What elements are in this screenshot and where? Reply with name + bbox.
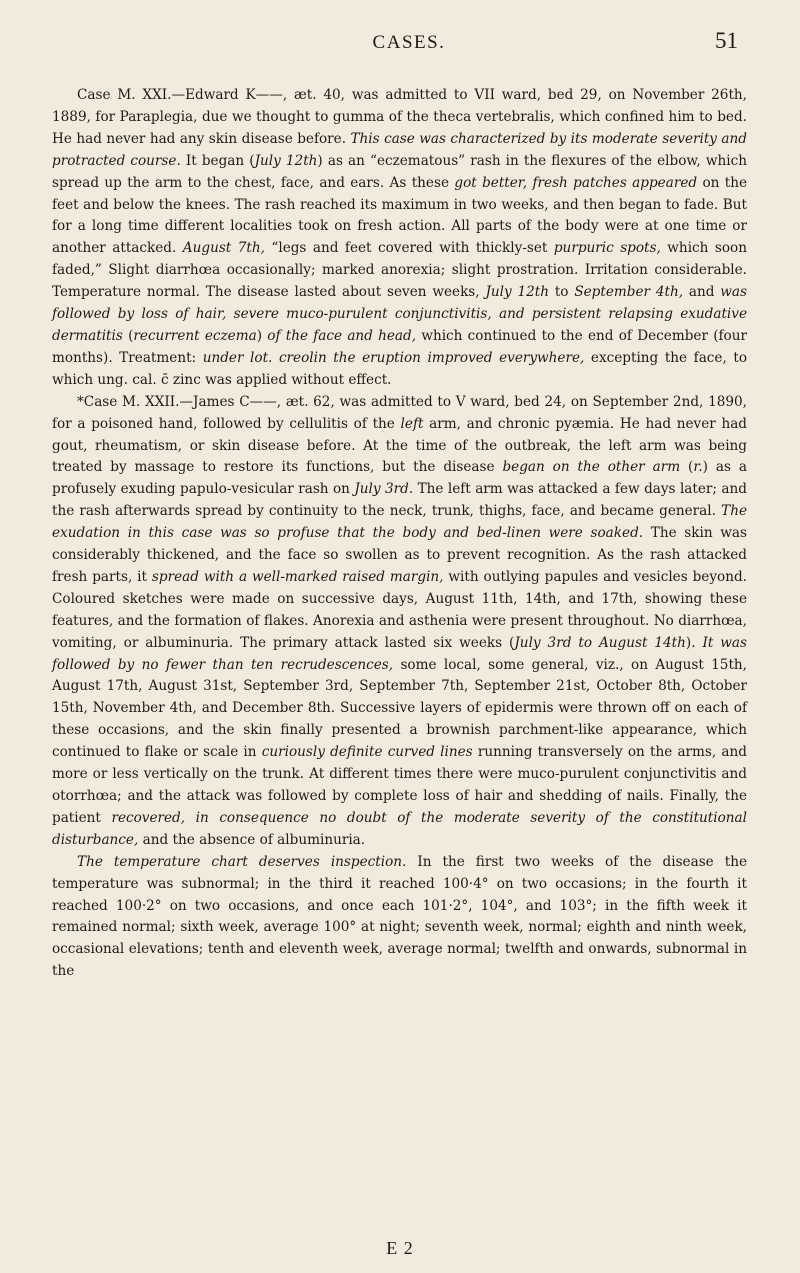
italic-text: left <box>400 415 424 432</box>
page-header <box>80 22 738 62</box>
text-run: *Case M. XXII.—James C——, æt. 62, was admitted to V ward, bed 24, on September 2nd, 1890, for a poisoned hand, followed by cellulitis of the <box>52 393 747 432</box>
italic-text: This case was characterized by its moderate severity and protracted course. <box>52 130 747 169</box>
text-run: to <box>549 284 575 301</box>
text-run: Case M. XXI.—Edward K——, æt. 40, was admitted to VII ward, bed 29, on November 26th, 1889, for Paraplegia, due we thought to gumma of the theca vertebralis, which confined him to bed. He had never had any skin disease before. <box>52 87 747 147</box>
text-run: The skin was considerably thickened, and the face so swollen as to prevent recognition. As the rash attacked fresh parts, it <box>52 525 747 585</box>
italic-text: July 12th <box>254 152 318 169</box>
italic-text: recurrent eczema <box>133 327 257 344</box>
italic-text: began on the other arm <box>502 459 681 476</box>
text-run: excepting the face, to which ung. cal. c̄ zinc was applied without effect. <box>52 349 748 388</box>
case-paragraph <box>52 85 747 392</box>
text-run: arm, and chronic pyæmia. He had never had gout, rheumatism, or skin disease before. At the time of the outbreak, the left arm was being treated by massage to restore its functions, but the disease <box>52 415 748 476</box>
italic-text: The exudation in this case was so profuse that the body and bed-linen were soaked. <box>52 503 747 542</box>
page-number: 51 <box>715 28 738 53</box>
italic-text: The temperature chart deserves inspection. <box>77 853 407 870</box>
italic-text: spread with a well-marked raised margin, <box>151 568 444 585</box>
case-paragraph <box>52 852 747 983</box>
italic-text: August 7th, <box>182 240 265 257</box>
italic-text: of the face and head, <box>267 327 417 344</box>
text-run: ) <box>256 327 268 344</box>
italic-text: July 12th <box>485 284 550 301</box>
italic-text: It was followed by no fewer than ten recrudescences, <box>52 634 748 673</box>
text-run: ) as a profusely exuding papulo-vesicular rash on <box>52 459 747 498</box>
italic-text: r. <box>693 459 703 476</box>
italic-text: July 3rd. <box>354 481 414 498</box>
text-run: ). <box>685 634 703 651</box>
body-text <box>52 85 747 983</box>
text-run: which soon faded,” Slight diarrhœa occasionally; marked anorexia; slight prostration. Irritation considerable. Temperature normal. The disease lasted about seven weeks, <box>52 240 747 301</box>
italic-text: July 3rd to August 14th <box>514 634 686 651</box>
running-head: CASES. <box>372 32 446 53</box>
text-run: In the first two weeks of the disease the temperature was subnormal; in the third it reached 100·4° on two occasions; in the fourth it reached 100·2° on two occasions, and once each 101·2°, 104°, and 103°; in the fifth week it remained normal; sixth week, average 100° at night; seventh week, normal; eighth and ninth week, occasional elevations; tenth and eleventh week, average normal; twelfth and onwards, subnormal in the <box>52 853 748 980</box>
italic-text: under lot. creolin the eruption improved everywhere, <box>202 349 585 366</box>
italic-text: was followed by loss of hair, severe muco-purulent conjunctivitis, and persistent relapsing exudative dermatitis <box>52 284 747 344</box>
text-run: “legs and feet covered with thickly-set <box>264 240 554 257</box>
text-run: on the feet and below the knees. The rash reached its maximum in two weeks, and then began to fade. But for a long time different localities took on fresh action. All parts of the body were at one time or another attacked. <box>52 174 748 257</box>
text-run: The left arm was attacked a few days later; and the rash afterwards spread by continuity to the neck, trunk, thighs, face, and became general. <box>52 481 747 520</box>
italic-text: purpuric spots, <box>553 240 661 257</box>
text-run: with outlying papules and vesicles beyond. Coloured sketches were made on successive days, August 11th, 14th, and 17th, showing these features, and the formation of flakes. Anorexia and asthenia were present throughout. No diarrhœa, vomiting, or albuminuria. The primary attack lasted six weeks ( <box>52 568 747 651</box>
signature-mark: E 2 <box>386 1238 414 1258</box>
italic-text: curiously definite curved lines <box>261 744 473 761</box>
text-run: and the absence of albuminuria. <box>138 831 366 848</box>
italic-text: September 4th, <box>574 284 684 301</box>
text-run: which continued to the end of December (four months). Treatment: <box>52 327 747 366</box>
text-run: ( <box>680 459 694 476</box>
text-run: ( <box>122 327 134 344</box>
text-run: ) as an “eczematous” rash in the flexures of the elbow, which spread up the arm to the chest, face, and ears. As these <box>52 152 747 191</box>
case-paragraph <box>52 392 747 852</box>
text-run: some local, some general, viz., on August 15th, August 17th, August 31st, September 3rd, September 7th, September 21st, October 8th, October 15th, November 4th, and December 8th. Successive layers of epidermis were thrown off on each of these occasions, and the skin finally presented a brownish parchment-like appearance, which continued to flake or scale in <box>52 656 747 761</box>
text-run: It began ( <box>180 152 255 169</box>
text-run: and <box>683 284 721 301</box>
italic-text: got better, fresh patches appeared <box>454 174 698 191</box>
text-run: running transversely on the arms, and more or less vertically on the trunk. At different times there were muco-purulent conjunctivitis and otorrhœa; and the attack was followed by complete loss of hair and shedding of nails. Finally, the patient <box>52 744 747 826</box>
italic-text: recovered, in consequence no doubt of the moderate severity of the constitutional disturbance, <box>52 809 747 848</box>
